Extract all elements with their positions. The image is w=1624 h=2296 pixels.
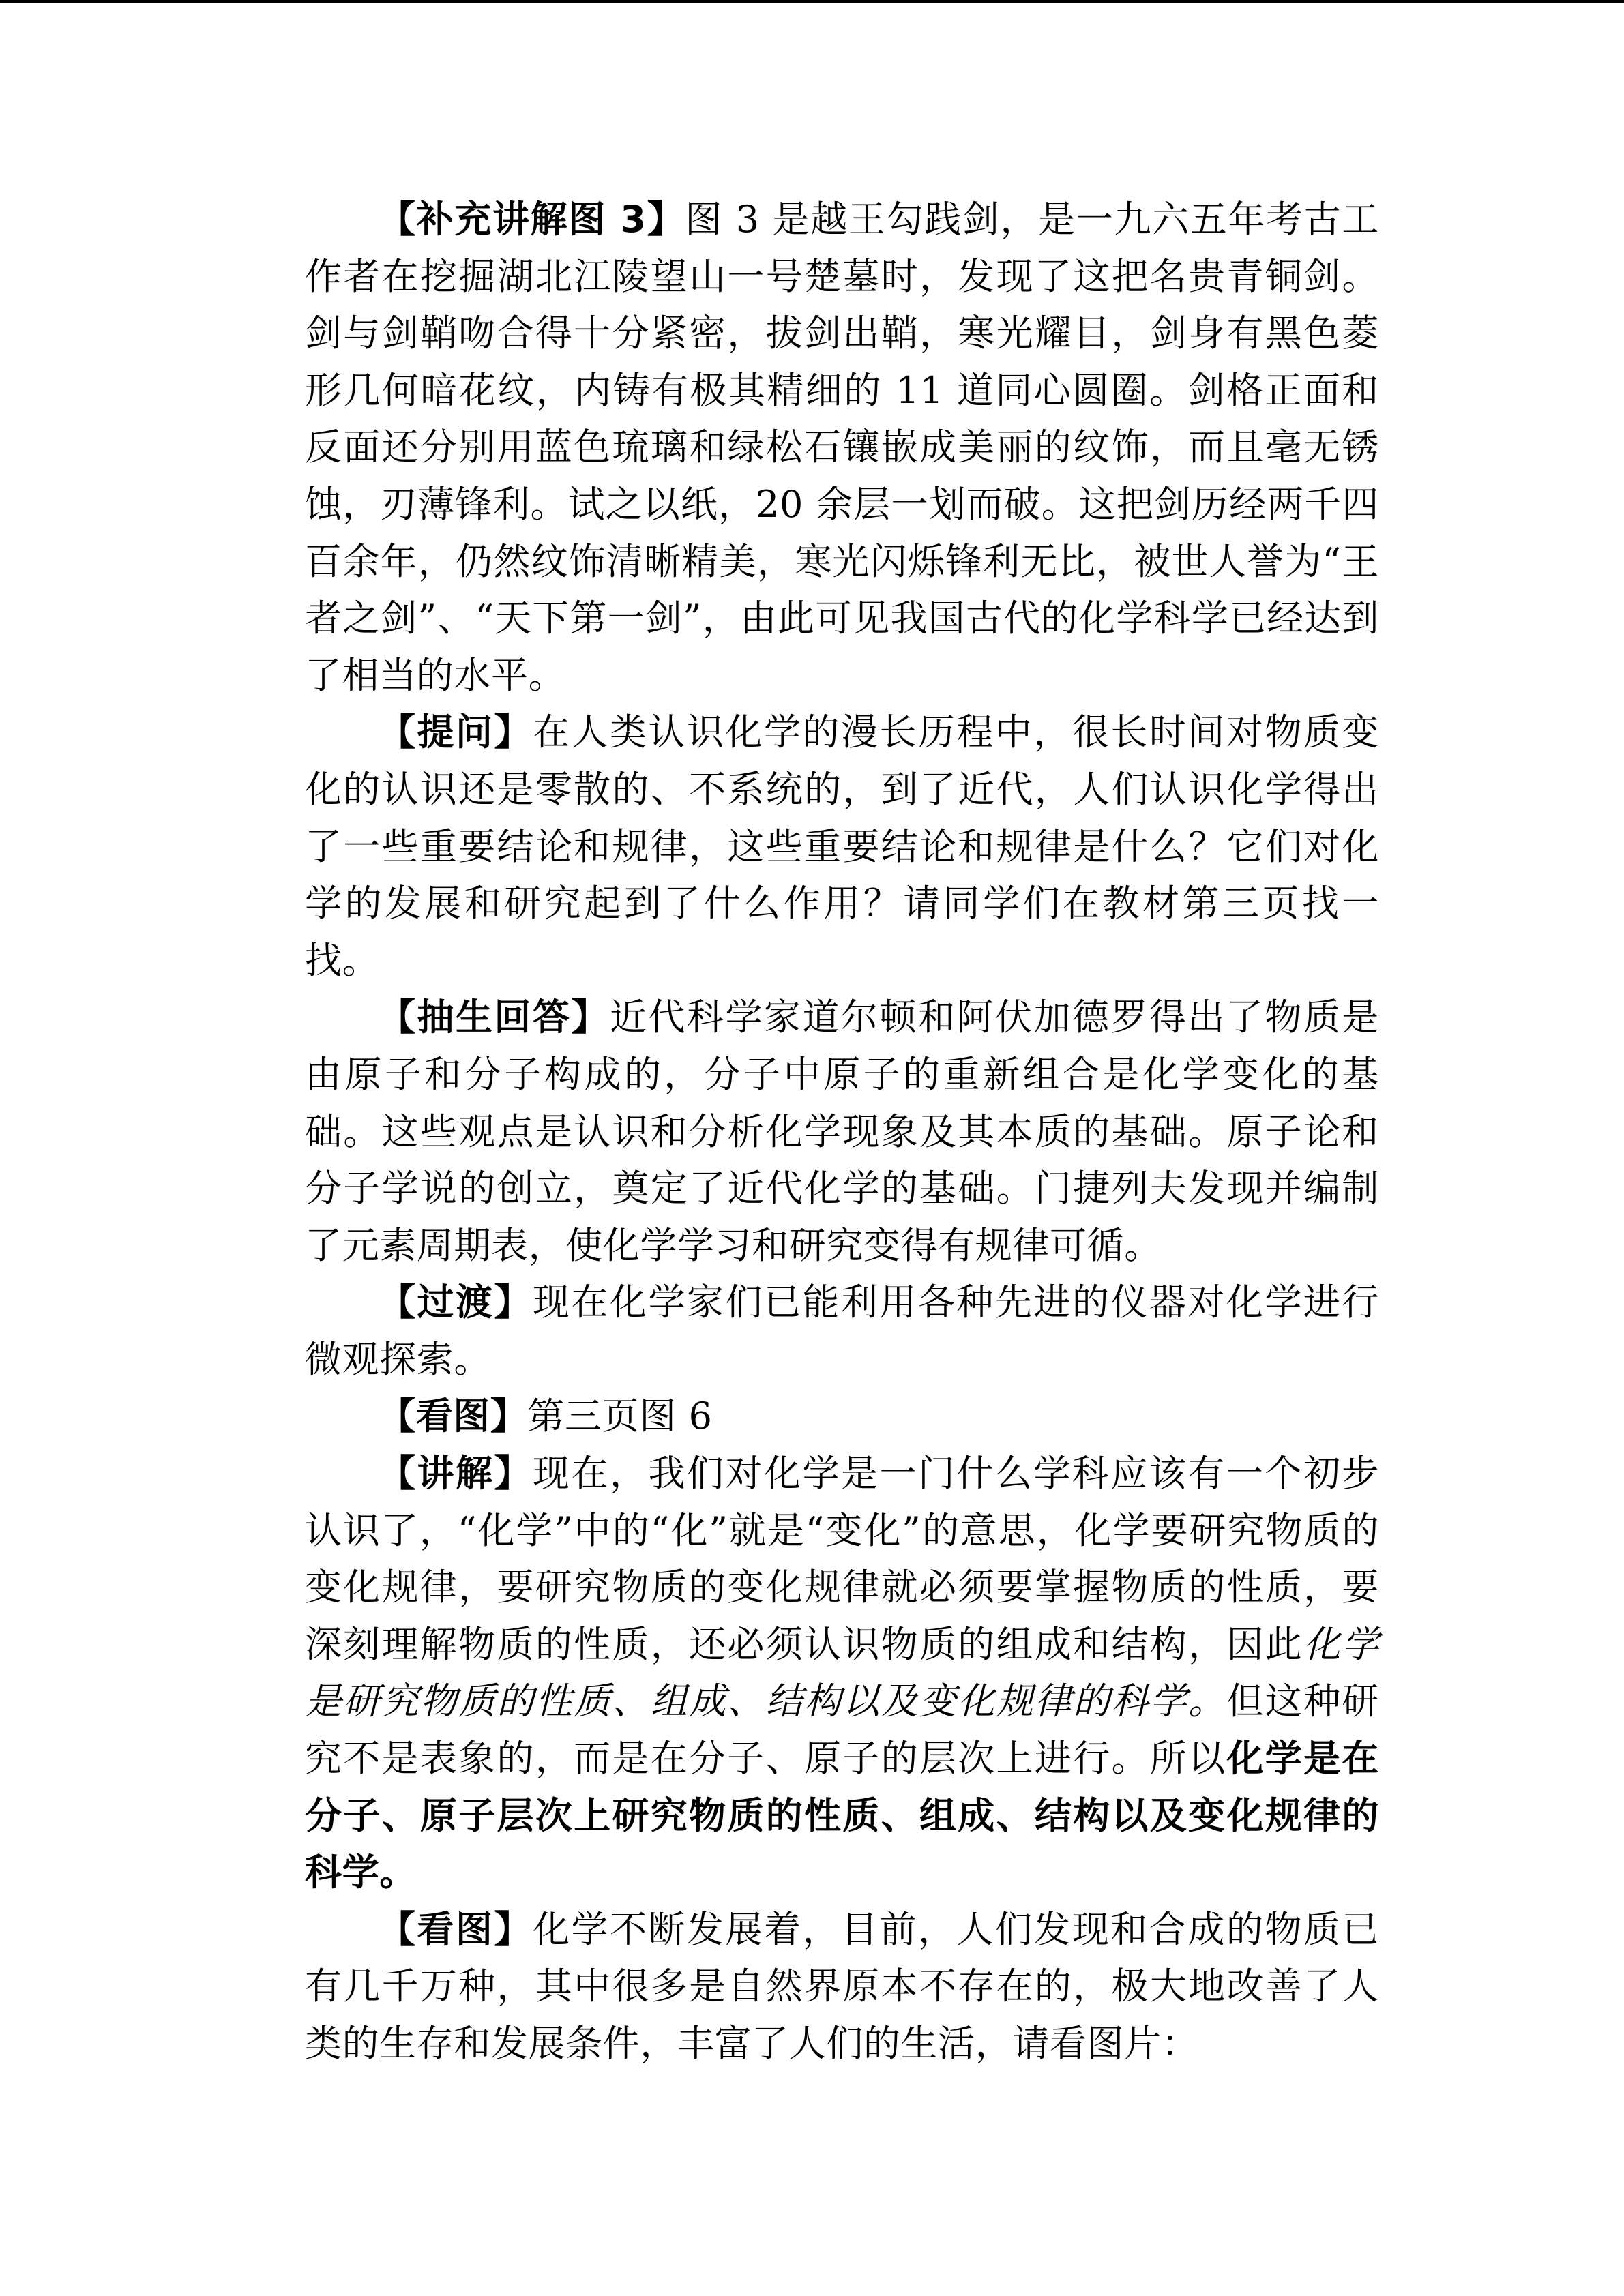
section-tag: 【提问】 <box>379 711 533 754</box>
section-tag: 【补充讲解图 3】 <box>379 198 685 241</box>
paragraph-explanation <box>305 1445 1379 1901</box>
document-body <box>305 191 1379 2072</box>
section-tag: 【抽生回答】 <box>379 996 610 1039</box>
section-tag: 【看图】 <box>379 1907 533 1951</box>
paragraph-text: 现在，我们对化学是一门什么学科应该有一个初步认识了，“化学”中的“化”就是“变化”的意思，化学要研究物质的变化规律，要研究物质的变化规律就必须要掌握物质的性质，要深刻理解物质的性质，还必须认识物质的组成和结构，因此 <box>305 1452 1379 1666</box>
paragraph-supplement-figure3 <box>305 191 1379 704</box>
paragraph-look-pictures <box>305 1901 1379 2072</box>
paragraph-student-answer <box>305 989 1379 1274</box>
paragraph-transition <box>305 1274 1379 1388</box>
paragraph-text: 现在化学家们已能利用各种先进的仪器对化学进行微观探索。 <box>305 1281 1379 1381</box>
section-tag: 【讲解】 <box>379 1452 533 1495</box>
definition-italic: 化学是研究物质的性质、组成、结构以及变化规律的科学。 <box>305 1622 1379 1723</box>
definition-bold: 化学是在分子、原子层次上研究物质的性质、组成、结构以及变化规律的科学。 <box>305 1737 1379 1894</box>
section-tag: 【看图】 <box>379 1395 528 1438</box>
paragraph-text: 第三页图 6 <box>527 1395 713 1438</box>
paragraph-text: 近代科学家道尔顿和阿伏加德罗得出了物质是由原子和分子构成的，分子中原子的重新组合是化学变化的基础。这些观点是认识和分析化学现象及其本质的基础。原子论和分子学说的创立，奠定了近代化学的基础。门捷列夫发现并编制了元素周期表，使化学学习和研究变得有规律可循。 <box>305 996 1379 1267</box>
paragraph-look-figure <box>305 1388 1379 1445</box>
paragraph-text: 化学不断发展着，目前，人们发现和合成的物质已有几千万种，其中很多是自然界原本不存在的，极大地改善了人类的生存和发展条件，丰富了人们的生活，请看图片： <box>305 1907 1379 2065</box>
paragraph-text: 在人类认识化学的漫长历程中，很长时间对物质变化的认识还是零散的、不系统的，到了近代，人们认识化学得出了一些重要结论和规律，这些重要结论和规律是什么？它们对化学的发展和研究起到了什么作用？请同学们在教材第三页找一找。 <box>305 711 1379 982</box>
paragraph-question <box>305 704 1379 989</box>
paragraph-text: 图 3 是越王勾践剑，是一九六五年考古工作者在挖掘湖北江陵望山一号楚墓时，发现了这把名贵青铜剑。剑与剑鞘吻合得十分紧密，拔剑出鞘，寒光耀目，剑身有黑色菱形几何暗花纹，内铸有极其精细的 11 道同心圆圈。剑格正面和反面还分别用蓝色琉璃和绿松石镶嵌成美丽的纹饰，而且毫无锈蚀，刃薄锋利。试之以纸，20 余层一划而破。这把剑历经两千四百余年，仍然纹饰清晰精美，寒光闪烁锋利无比，被世人誉为“王者之剑”、“天下第一剑”，由此可见我国古代的化学科学已经达到了相当的水平。 <box>305 198 1380 697</box>
section-tag: 【过渡】 <box>379 1281 533 1324</box>
page-top-border <box>0 0 1624 3</box>
paragraph-text-continued: 但这种研究不是表象的，而是在分子、原子的层次上进行。所以 <box>305 1680 1379 1780</box>
